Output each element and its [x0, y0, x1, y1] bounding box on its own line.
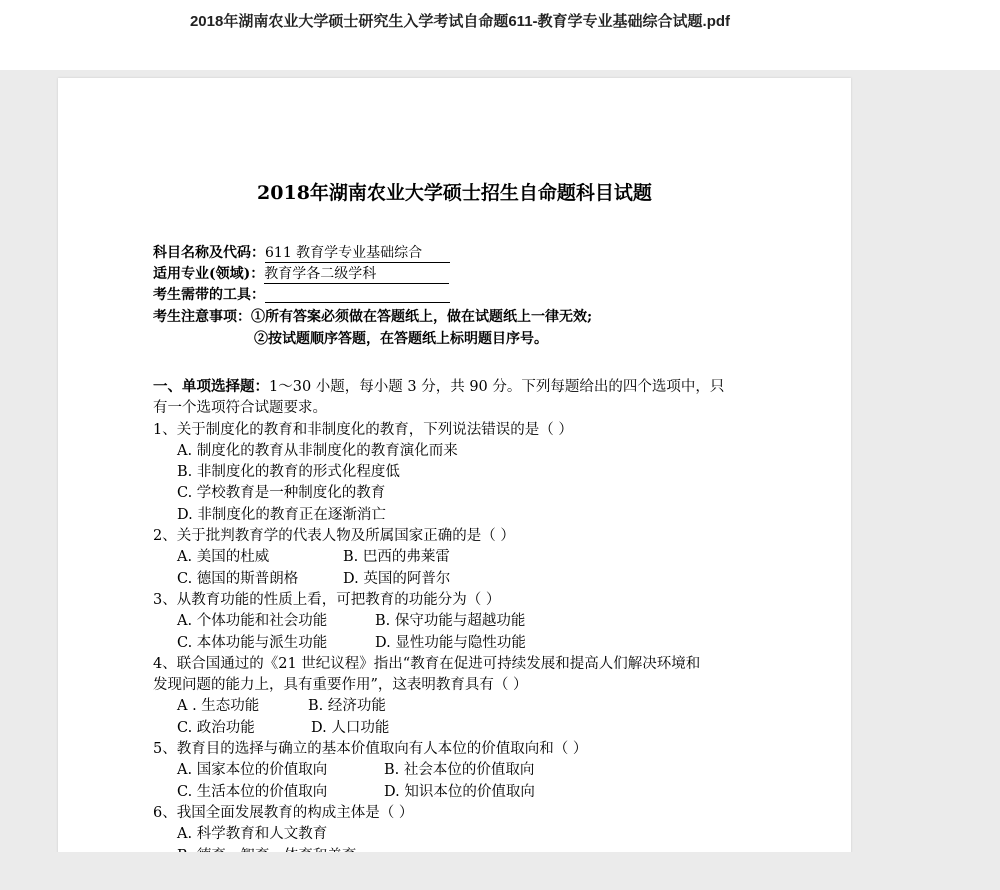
option: A. 个体功能和社会功能 — [177, 613, 328, 630]
meta-value — [265, 285, 450, 303]
meta-subject — [153, 243, 450, 263]
exam-notes — [153, 306, 592, 350]
option-row — [153, 760, 763, 781]
document-title: 2018年湖南农业大学硕士招生自命题科目试题 — [257, 182, 652, 204]
question-stem-cont: 发现问题的能力上，具有重要作用”，这表明教育具有（ ） — [153, 677, 528, 694]
option: D. 人口功能 — [311, 719, 390, 736]
question-stem: 1、关于制度化的教育和非制度化的教育，下列说法错误的是（ ） — [153, 421, 573, 438]
meta-label: 考生需带的工具： — [153, 287, 265, 303]
option: B. 社会本位的价值取向 — [384, 762, 535, 779]
option-row — [153, 696, 763, 717]
viewer-header — [0, 0, 1000, 70]
option: C. 德国的斯普朗格 — [177, 570, 299, 587]
option: C. 学校教育是一种制度化的教育 — [177, 485, 386, 502]
option: C. 生活本位的价值取向 — [177, 783, 328, 800]
section-desc-cont: 有一个选项符合试题要求。 — [153, 400, 327, 417]
option-row — [153, 611, 763, 632]
note-1: ①所有答案必须做在答题纸上，做在试题纸上一律无效; — [251, 309, 593, 325]
meta-tools — [153, 285, 450, 305]
option: C. 政治功能 — [177, 719, 255, 736]
question-stem: 6、我国全面发展教育的构成主体是（ ） — [153, 804, 414, 821]
option-row — [153, 718, 763, 739]
question-stem: 5、教育目的选择与确立的基本价值取向有人本位的价值取向和（ ） — [153, 741, 588, 758]
option: B. 保守功能与超越功能 — [375, 613, 526, 630]
option: B. 经济功能 — [308, 698, 386, 715]
section-heading: 一、单项选择题： — [153, 378, 269, 395]
notes-label: 考生注意事项： — [153, 309, 251, 325]
section-desc: 1～30 小题，每小题 3 分，共 90 分。下列每题给出的四个选项中，只 — [269, 379, 725, 395]
option: D. 显性功能与隐性功能 — [375, 634, 526, 651]
question-stem: 3、从教育功能的性质上看，可把教育的功能分为（ ） — [153, 591, 501, 608]
option: D. 英国的阿普尔 — [343, 570, 451, 587]
option-row — [153, 633, 763, 654]
option-row — [153, 547, 763, 568]
meta-value: 教育学各二级学科 — [264, 266, 449, 284]
option: D. 非制度化的教育正在逐渐消亡 — [177, 506, 386, 523]
option: C. 本体功能与派生功能 — [177, 634, 328, 651]
option-row — [153, 782, 763, 803]
file-title: 2018年湖南农业大学硕士研究生入学考试自命题611-教育学专业基础综合试题.pdf — [189, 13, 731, 30]
option: A . 生态功能 — [177, 698, 260, 715]
question-stem: 2、关于批判教育学的代表人物及所属国家正确的是（ ） — [153, 528, 515, 545]
option: D. 知识本位的价值取向 — [384, 783, 535, 800]
meta-label: 科目名称及代码： — [153, 245, 265, 261]
meta-value: 611 教育学专业基础综合 — [265, 245, 450, 263]
meta-label: 适用专业(领域)： — [153, 266, 265, 282]
questions-section — [153, 376, 763, 867]
option: A. 美国的杜威 — [177, 549, 270, 566]
option-row — [153, 569, 763, 590]
pdf-page — [58, 78, 851, 890]
question-stem: 4、联合国通过的《21 世纪议程》指出“教育在促进可持续发展和提高人们解决环境和 — [153, 655, 701, 672]
viewer-footer — [0, 852, 1000, 890]
meta-major — [153, 264, 449, 284]
option: B. 非制度化的教育的形式化程度低 — [177, 464, 400, 481]
option: B. 巴西的弗莱雷 — [343, 549, 450, 566]
note-2: ②按试题顺序答题，在答题纸上标明题目序号。 — [254, 331, 548, 347]
option: A. 制度化的教育从非制度化的教育演化而来 — [177, 442, 458, 459]
option: A. 国家本位的价值取向 — [177, 762, 328, 779]
option: A. 科学教育和人文教育 — [177, 826, 328, 843]
